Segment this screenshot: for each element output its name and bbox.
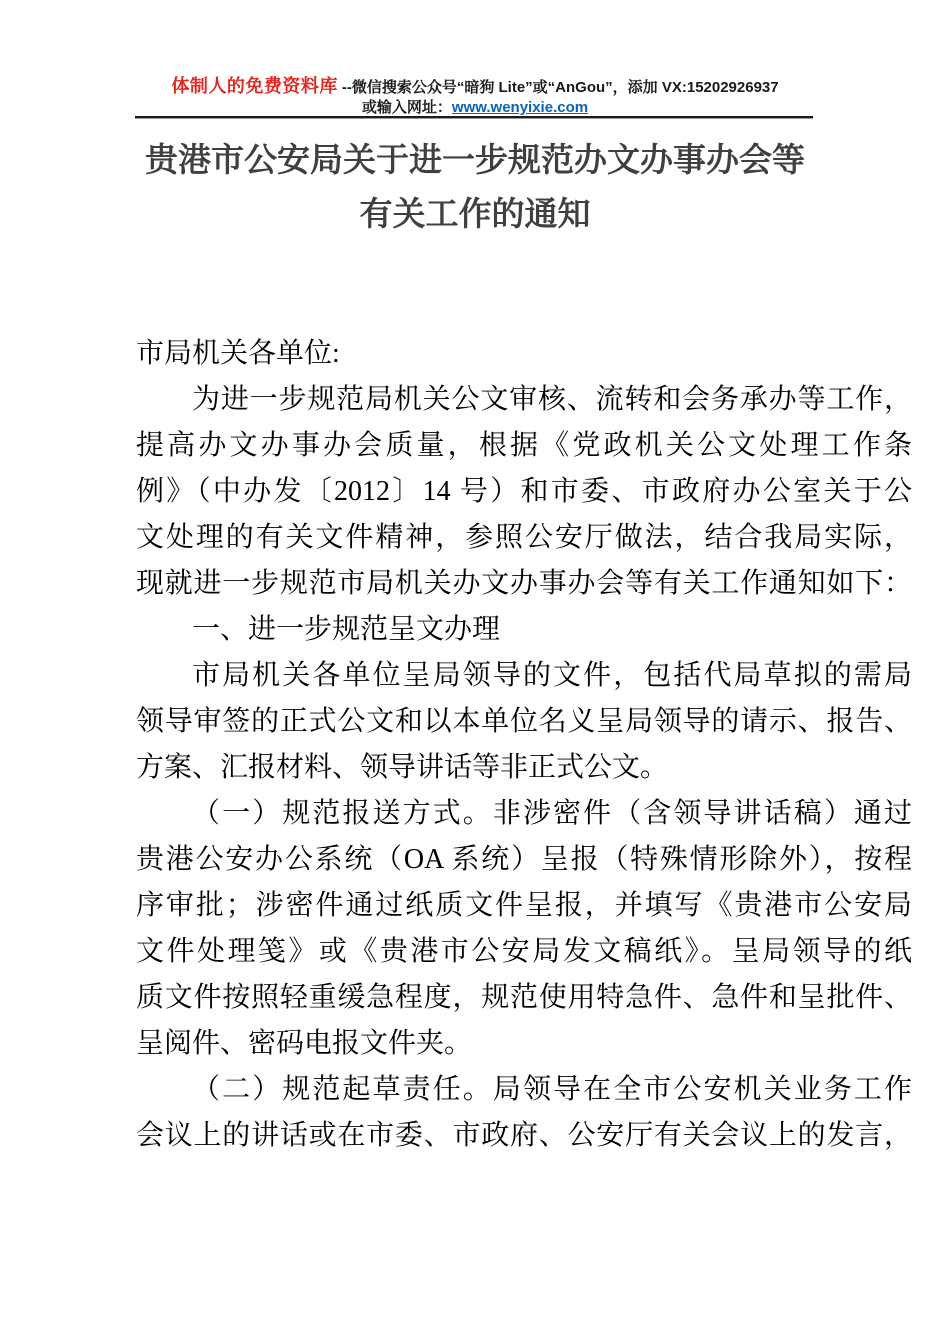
watermark-link[interactable]: www.wenyixie.com bbox=[451, 99, 589, 116]
body-line: 贵港公安办公系统（OA 系统）呈报（特殊情形除外），按程 bbox=[136, 844, 912, 875]
watermark-header-line bbox=[0, 74, 950, 100]
body-line: 文件处理笺》或《贵港市公安局发文稿纸》。呈局领导的纸 bbox=[136, 936, 912, 967]
body-line: 方案、汇报材料、领导讲话等非正式公文。 bbox=[136, 752, 669, 783]
section-heading: 一、进一步规范呈文办理 bbox=[192, 614, 501, 645]
body-line: 质文件按照轻重缓急程度，规范使用特急件、急件和呈批件、 bbox=[136, 982, 912, 1013]
watermark-url-line bbox=[0, 98, 950, 117]
body-line: （二）规范起草责任。局领导在全市公安机关业务工作 bbox=[192, 1074, 912, 1105]
body-line: （一）规范报送方式。非涉密件（含领导讲话稿）通过 bbox=[192, 798, 912, 829]
body-line: 现就进一步规范市局机关办文办事办会等有关工作通知如下： bbox=[136, 568, 912, 599]
doc-title bbox=[0, 133, 950, 241]
watermark-url-label: 或输入网址： bbox=[361, 99, 452, 116]
watermark-note: --微信搜索公众号“暗狗 Lite”或“AnGou”，添加 VX:15202926937 bbox=[341, 79, 779, 96]
header-divider bbox=[135, 116, 813, 119]
body-line: 提高办文办事办会质量，根据《党政机关公文处理工作条 bbox=[136, 430, 912, 461]
doc-body bbox=[136, 331, 912, 1159]
body-line: 呈阅件、密码电报文件夹。 bbox=[136, 1028, 473, 1059]
watermark-brand: 体制人的免费资料库 bbox=[171, 76, 338, 96]
body-line: 为进一步规范局机关公文审核、流转和会务承办等工作， bbox=[192, 384, 912, 415]
doc-title-line-1: 贵港市公安局关于进一步规范办文办事办会等 bbox=[145, 141, 805, 178]
doc-title-line-2: 有关工作的通知 bbox=[359, 195, 591, 232]
body-line: 文处理的有关文件精神，参照公安厅做法，结合我局实际， bbox=[136, 522, 912, 553]
body-line: 序审批；涉密件通过纸质文件呈报，并填写《贵港市公安局 bbox=[136, 890, 912, 921]
body-line: 会议上的讲话或在市委、市政府、公安厅有关会议上的发言， bbox=[136, 1120, 912, 1151]
body-line: 市局机关各单位呈局领导的文件，包括代局草拟的需局 bbox=[192, 660, 912, 691]
body-line: 领导审签的正式公文和以本单位名义呈局领导的请示、报告、 bbox=[136, 706, 912, 737]
body-line: 例》（中办发〔2012〕14 号）和市委、市政府办公室关于公 bbox=[136, 476, 912, 507]
salutation-line: 市局机关各单位: bbox=[136, 338, 340, 369]
